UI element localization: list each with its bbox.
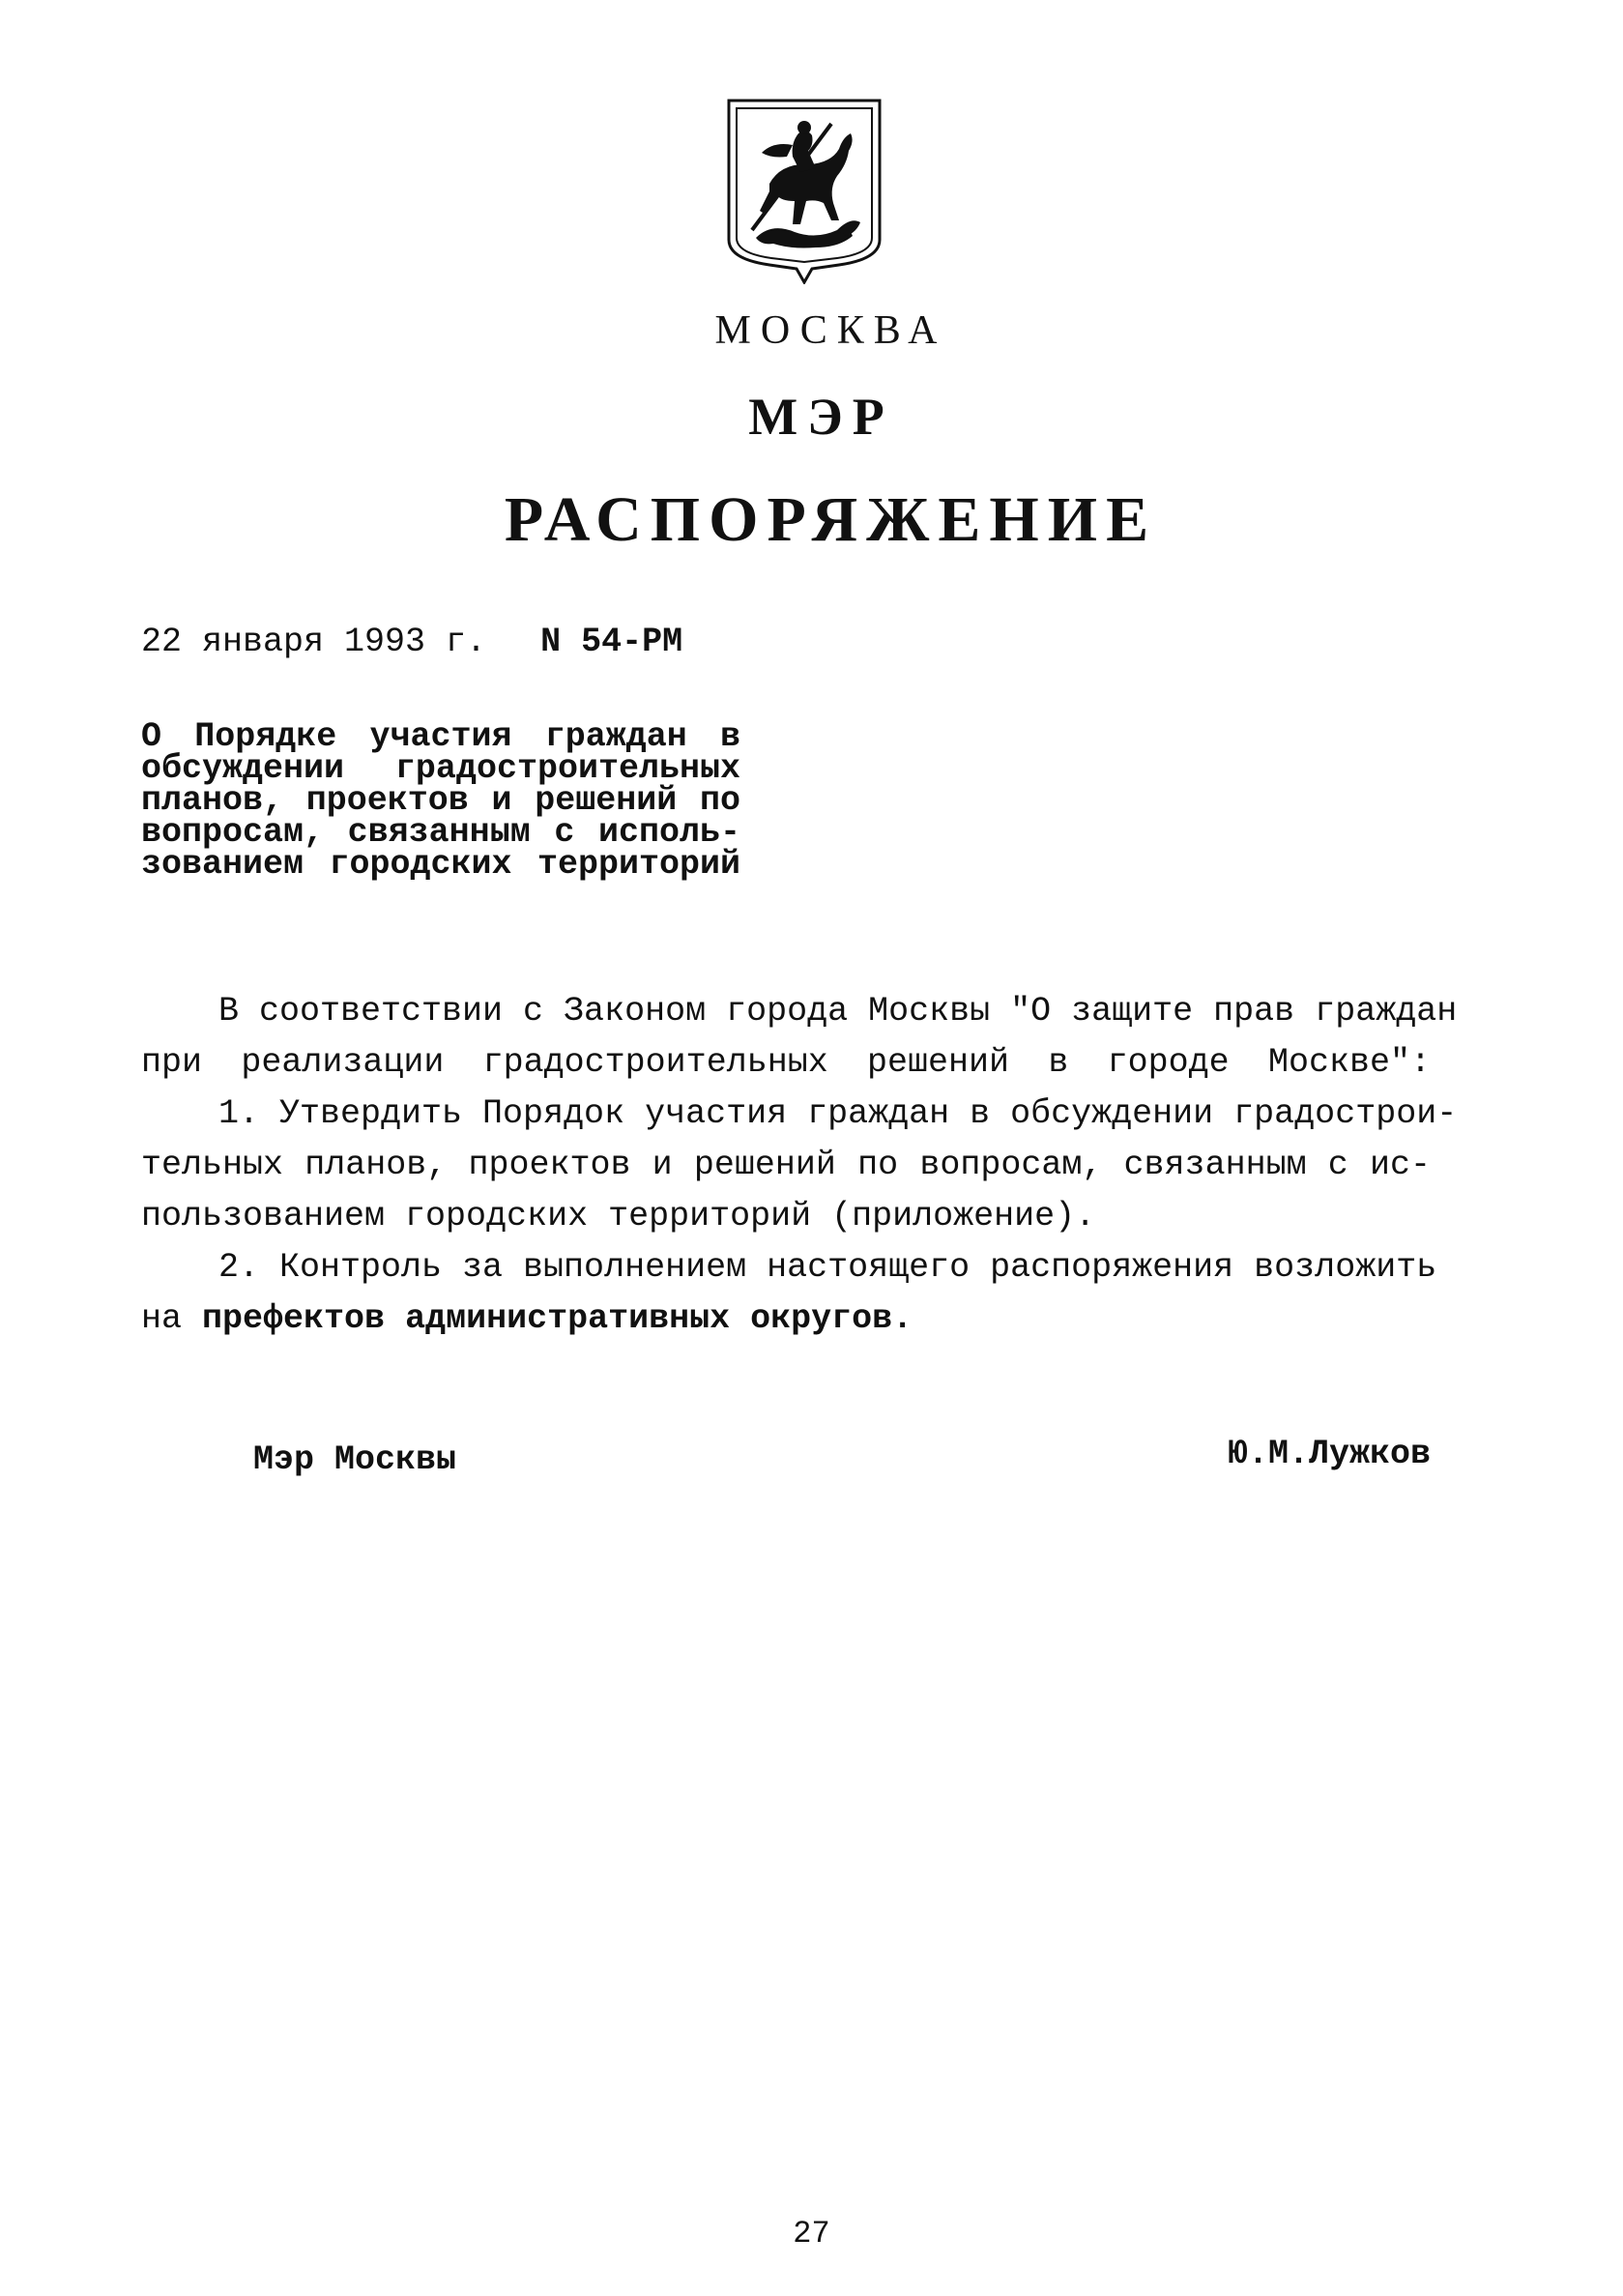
subject-line: О Порядке участия граждан в [141,717,740,756]
subject-line: планов, проектов и решений по [141,781,740,820]
office-heading: МЭР [748,388,894,446]
body-line: пользованием городских территорий (приложение). [141,1197,1096,1235]
document-type-heading: РАСПОРЯЖЕНИЕ [504,484,1158,555]
subject-line: зованием городских территорий [141,845,740,884]
document-date: 22 января 1993 г. [141,623,487,661]
body-line: тельных планов, проектов и решений по вопросам, связанным с ис- [141,1146,1431,1184]
page-number: 27 [793,2216,830,2252]
date-number-line [141,623,682,661]
body-line: В соответствии с Законом города Москвы "О защите прав граждан [218,992,1458,1031]
body-line: 1. Утвердить Порядок участия граждан в обсуждении градострои- [218,1094,1458,1133]
body-line: 2. Контроль за выполнением настоящего распоряжения возложить [218,1248,1437,1287]
signatory-name: Ю.М.Лужков [1227,1435,1431,1473]
document-body [141,986,1458,1345]
subject-line: обсуждении градостроительных [141,749,740,788]
signatory-title: Мэр Москвы [253,1440,457,1479]
body-last-line [141,1293,1431,1345]
body-last-line-prefix: на [141,1299,183,1338]
document-subject [141,717,740,884]
moscow-coat-of-arms-icon [723,95,885,284]
subject-line: вопросам, связанным с исполь- [141,813,740,852]
body-line: при реализации градостроительных решений в городе Москве": [141,1043,1431,1082]
city-heading: МОСКВА [714,308,947,353]
document-number: N 54-РМ [540,623,683,661]
body-last-line-bold: префектов административных округов. [202,1299,913,1338]
